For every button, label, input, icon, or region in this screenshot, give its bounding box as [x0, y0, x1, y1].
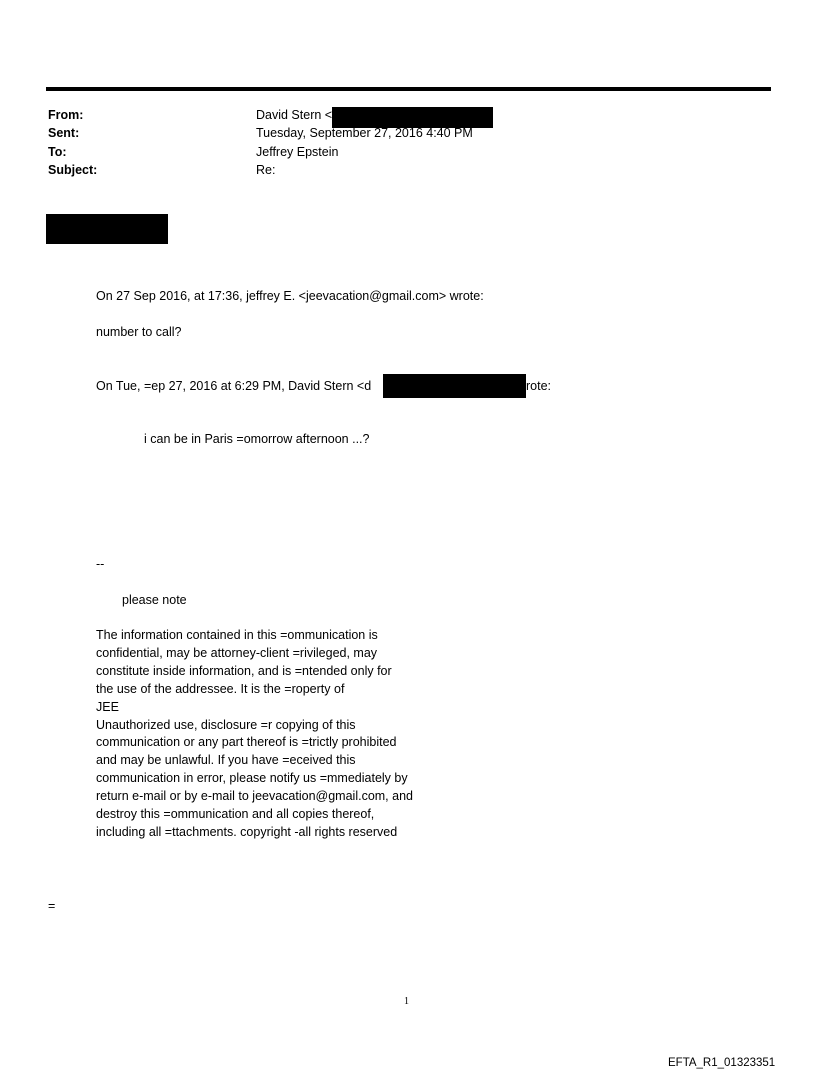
header-rule: [46, 87, 771, 91]
disclaimer: [96, 627, 476, 842]
message-text: i can be in Paris =omorrow afternoon ...?: [144, 432, 370, 446]
to-label: To:: [48, 145, 67, 159]
reply-text: number to call?: [96, 325, 182, 339]
redaction-sender-email: [383, 374, 526, 398]
quote-header-2-start: d: [364, 379, 372, 393]
sent-value: Tuesday, September 27, 2016 4:40 PM: [256, 126, 473, 140]
disclaimer-line: return e-mail or by e-mail to jeevacation@gmail.com, and: [96, 789, 413, 804]
from-value: David Stern <: [256, 108, 333, 122]
disclaimer-line: the use of the addressee. It is the =roperty of: [96, 681, 345, 696]
disclaimer-line: communication or any part thereof is =trictly prohibited: [96, 735, 397, 750]
disclaimer-line: constitute inside information, and is =ntended only for: [96, 663, 392, 678]
page-number: 1: [404, 996, 409, 1007]
to-value: Jeffrey Epstein: [256, 145, 339, 159]
subject-label: Subject:: [48, 163, 98, 177]
disclaimer-line: and may be unlawful. If you have =eceived this: [96, 753, 356, 768]
quote-header-2-prefix: On Tue, =ep 27, 2016 at 6:29 PM, David Stern <d: [96, 379, 372, 393]
disclaimer-line: communication in error, please notify us =mmediately by: [96, 771, 408, 786]
quote-header-1: On 27 Sep 2016, at 17:36, jeffrey E. <jeevacation@gmail.com> wrote:: [96, 289, 484, 303]
disclaimer-line: including all =ttachments. copyright -all rights reserved: [96, 824, 398, 839]
subject-value: Re:: [256, 163, 276, 177]
redaction-block: [46, 214, 168, 244]
redaction-from-email: [332, 107, 493, 128]
from-label: From:: [48, 108, 84, 122]
please-note: please note: [122, 593, 187, 607]
disclaimer-line: Unauthorized use, disclosure =r copying of this: [96, 717, 356, 732]
signature-separator: --: [96, 557, 105, 571]
disclaimer-line: confidential, may be attorney-client =rivileged, may: [96, 645, 378, 660]
disclaimer-line: JEE: [96, 699, 119, 714]
sent-label: Sent:: [48, 126, 80, 140]
disclaimer-line: destroy this =ommunication and all copies thereof,: [96, 807, 375, 822]
disclaimer-line: The information contained in this =ommunication is: [96, 628, 378, 642]
quote-header-2-suffix: rote:: [526, 379, 552, 393]
trailing-equals: =: [48, 899, 56, 913]
document-id: EFTA_R1_01323351: [668, 1057, 776, 1069]
